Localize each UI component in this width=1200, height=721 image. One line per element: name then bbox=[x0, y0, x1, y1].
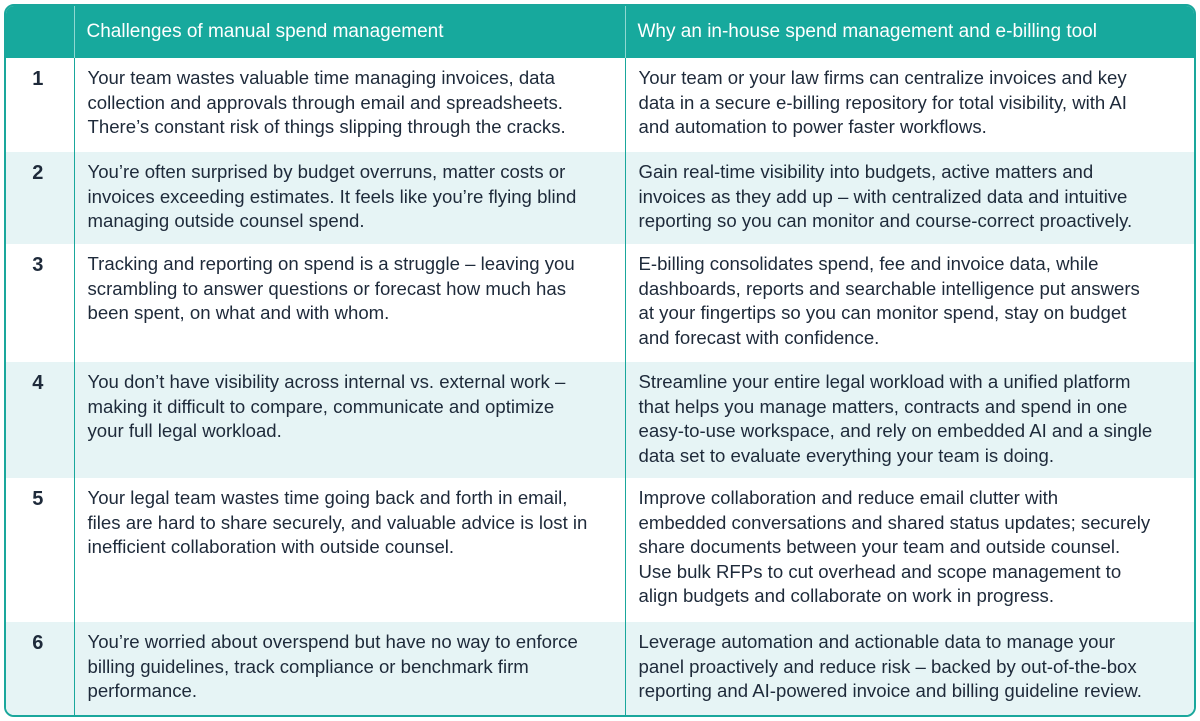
challenge-cell bbox=[74, 244, 625, 362]
why-text-line: and forecast with confidence. bbox=[638, 326, 880, 348]
why-text-line: embedded conversations and shared status updates; securely bbox=[638, 511, 1151, 533]
challenge-text-line: files are hard to share securely, and valuable advice is lost in bbox=[87, 511, 588, 533]
challenge-text-line: been spent, on what and with whom. bbox=[87, 302, 390, 323]
why-text-line: Your team or your law firms can centralize invoices and key bbox=[638, 67, 1127, 88]
why-text-line: panel proactively and reduce risk – backed by out-of-the-box bbox=[638, 655, 1137, 677]
table-row bbox=[6, 362, 1194, 478]
challenge-text-line: scrambling to answer questions or forecast how much has bbox=[87, 277, 566, 299]
challenge-text-line: inefficient collaboration with outside counsel. bbox=[87, 536, 455, 557]
why-text-line: Use bulk RFPs to cut overhead and scope management to bbox=[638, 560, 1122, 582]
challenge-cell bbox=[74, 622, 625, 715]
challenge-cell bbox=[74, 478, 625, 622]
why-cell bbox=[625, 362, 1194, 478]
table-header-row bbox=[6, 6, 1194, 58]
header-why: Why an in-house spend management and e-billing tool bbox=[625, 6, 1194, 58]
why-text-line: and automation to power faster workflows. bbox=[638, 116, 987, 137]
why-text-line: data in a secure e-billing repository for total visibility, with AI bbox=[638, 91, 1127, 113]
challenge-text-line: performance. bbox=[87, 680, 198, 701]
why-text-line: reporting so you can monitor and course-correct proactively. bbox=[638, 210, 1133, 231]
table-row bbox=[6, 622, 1194, 715]
why-text-line: invoices as they add up – with centralized data and intuitive bbox=[638, 185, 1128, 207]
why-text-line: Improve collaboration and reduce email clutter with bbox=[638, 487, 1059, 508]
why-text-line: data set to evaluate everything your team is doing. bbox=[638, 444, 1055, 466]
why-text-line: Leverage automation and actionable data to manage your bbox=[638, 631, 1116, 652]
why-text-line: Gain real-time visibility into budgets, active matters and bbox=[638, 161, 1094, 182]
why-cell bbox=[625, 58, 1194, 152]
row-number: 3 bbox=[32, 254, 44, 276]
challenge-text-line: You’re worried about overspend but have no way to enforce bbox=[87, 631, 578, 652]
why-text-line: easy-to-use workspace, and rely on embedded AI and a single bbox=[638, 420, 1153, 441]
table-row bbox=[6, 58, 1194, 152]
table-body bbox=[6, 58, 1194, 715]
why-cell bbox=[625, 622, 1194, 715]
comparison-table-container bbox=[4, 4, 1196, 717]
challenge-text-line: You don’t have visibility across internal vs. external work – bbox=[87, 371, 566, 392]
why-text-line: align budgets and collaborate on work in progress. bbox=[638, 585, 1055, 606]
challenge-text-line: your full legal workload. bbox=[87, 420, 282, 441]
row-number: 5 bbox=[32, 488, 44, 510]
challenge-text-line: Tracking and reporting on spend is a struggle – leaving you bbox=[87, 253, 575, 274]
comparison-table bbox=[6, 6, 1194, 715]
why-cell bbox=[625, 244, 1194, 362]
table-row bbox=[6, 478, 1194, 622]
why-cell bbox=[625, 478, 1194, 622]
table-row bbox=[6, 244, 1194, 362]
challenge-text-line: making it difficult to compare, communicate and optimize bbox=[87, 395, 555, 417]
why-text-line: E-billing consolidates spend, fee and invoice data, while bbox=[638, 253, 1099, 274]
why-text-line: dashboards, reports and searchable intelligence put answers bbox=[638, 277, 1140, 299]
challenge-cell bbox=[74, 152, 625, 244]
row-number: 1 bbox=[32, 68, 44, 90]
challenge-text-line: invoices exceeding estimates. It feels like you’re flying blind bbox=[87, 185, 577, 207]
challenge-text-line: managing outside counsel spend. bbox=[87, 210, 365, 231]
why-text-line: share documents between your team and outside counsel. bbox=[638, 536, 1121, 557]
header-number bbox=[6, 6, 74, 58]
challenge-text-line: There’s constant risk of things slipping through the cracks. bbox=[87, 116, 566, 137]
why-text-line: Streamline your entire legal workload with a unified platform bbox=[638, 371, 1131, 392]
table-row bbox=[6, 152, 1194, 244]
why-cell bbox=[625, 152, 1194, 244]
challenge-text-line: Your legal team wastes time going back and forth in email, bbox=[87, 487, 568, 508]
challenge-cell bbox=[74, 58, 625, 152]
why-text-line: reporting and AI-powered invoice and billing guideline review. bbox=[638, 680, 1142, 701]
row-number: 2 bbox=[32, 162, 44, 184]
challenge-cell bbox=[74, 362, 625, 478]
why-text-line: at your fingertips so you can monitor spend, stay on budget bbox=[638, 302, 1127, 323]
row-number: 4 bbox=[32, 372, 44, 394]
why-text-line: that helps you manage matters, contracts and spend in one bbox=[638, 395, 1128, 417]
row-number: 6 bbox=[32, 632, 44, 654]
challenge-text-line: Your team wastes valuable time managing invoices, data bbox=[87, 67, 556, 88]
challenge-text-line: billing guidelines, track compliance or benchmark firm bbox=[87, 655, 529, 677]
challenge-text-line: collection and approvals through email and spreadsheets. bbox=[87, 91, 563, 113]
header-challenges: Challenges of manual spend management bbox=[74, 6, 625, 58]
challenge-text-line: You’re often surprised by budget overruns, matter costs or bbox=[87, 161, 566, 182]
